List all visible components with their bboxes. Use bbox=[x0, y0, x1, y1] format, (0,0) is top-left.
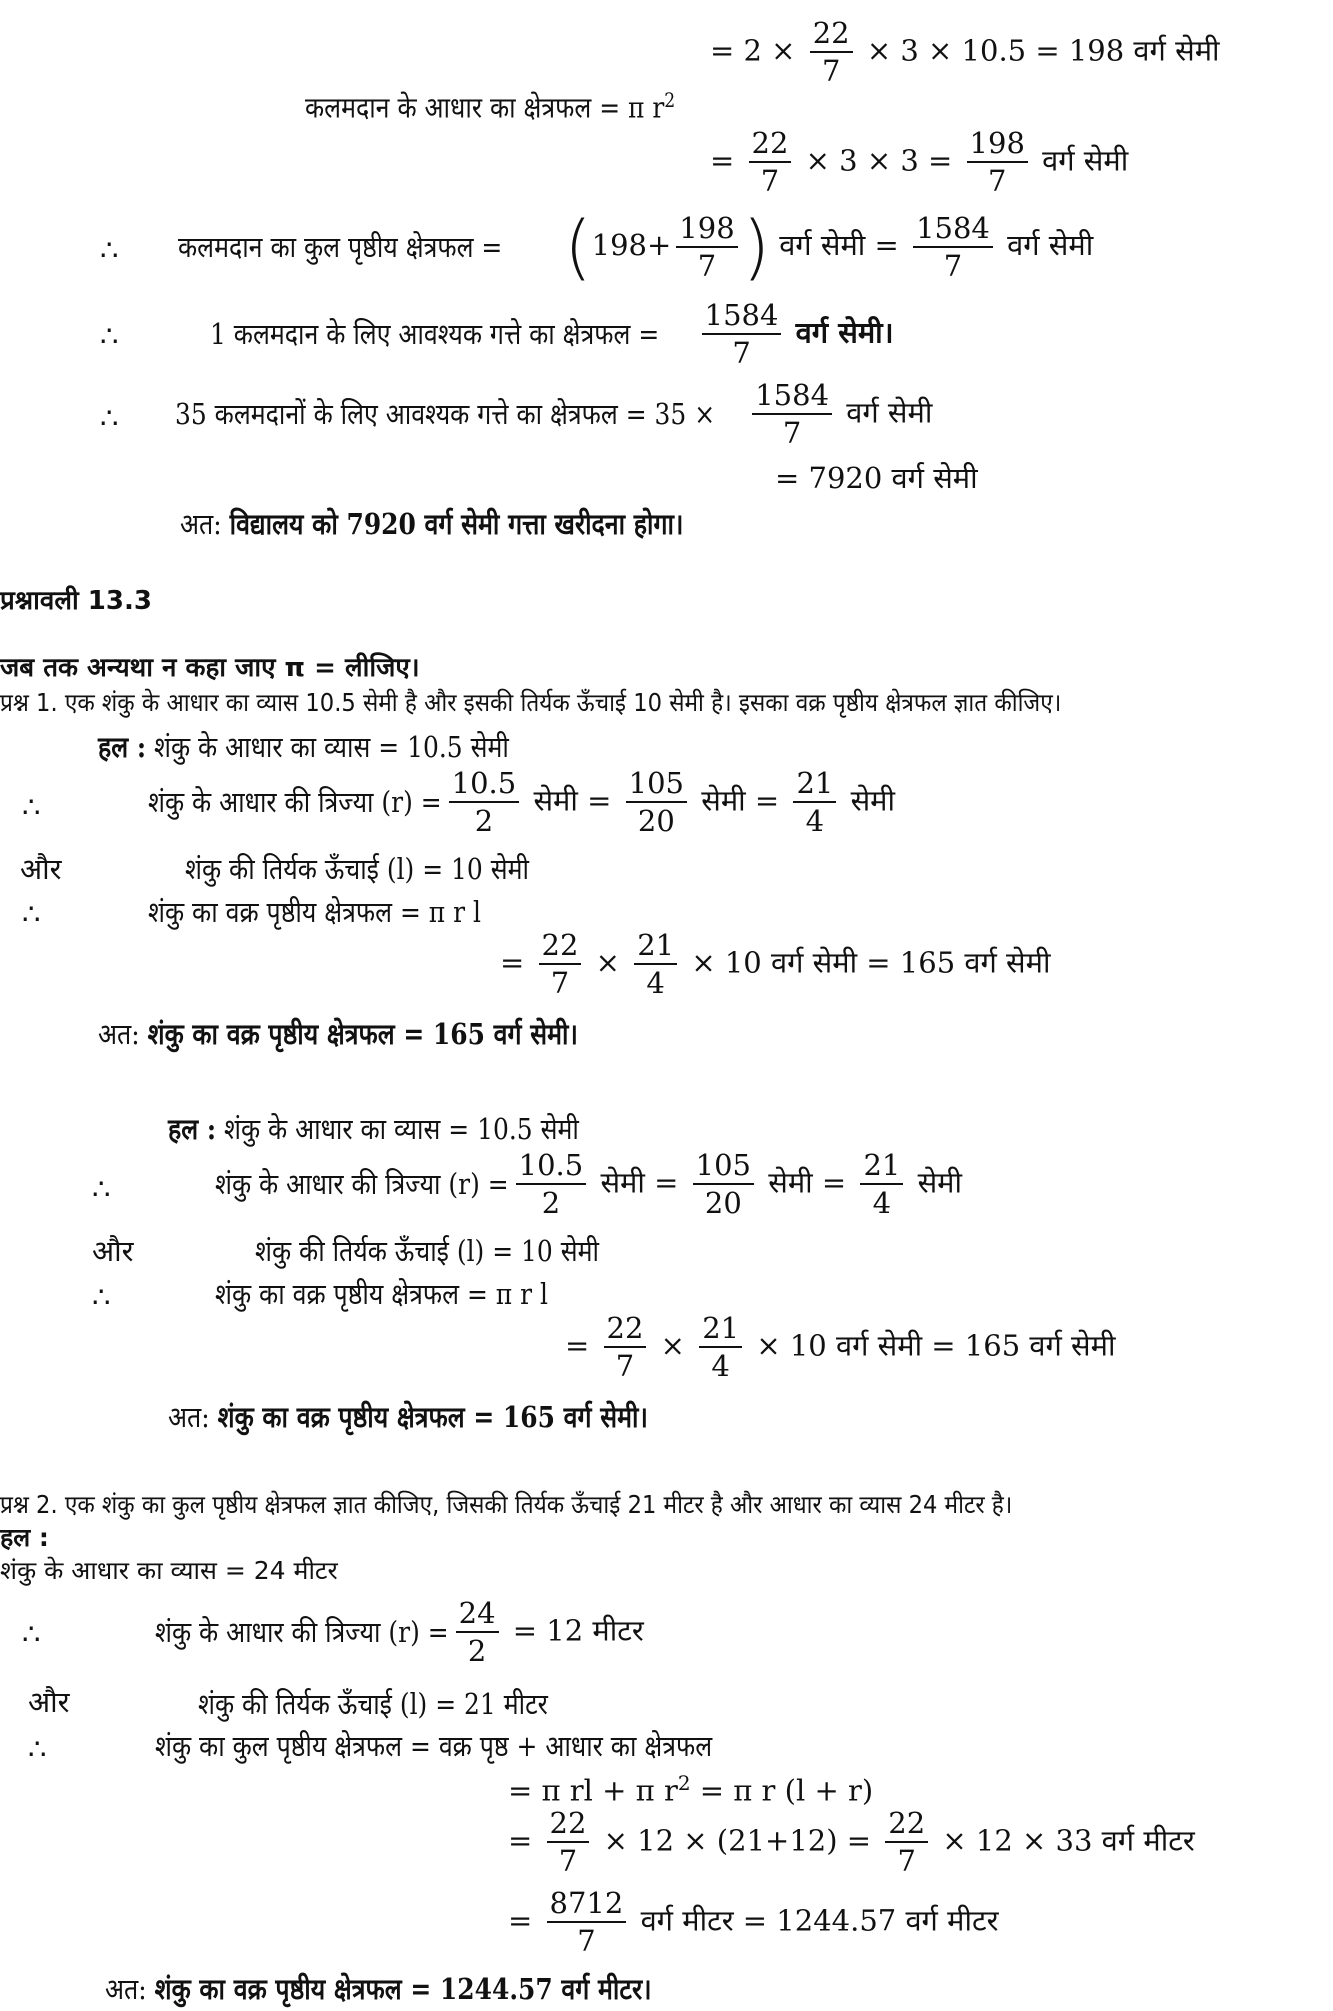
fraction: $\frac{22}{7}$ bbox=[604, 1313, 647, 1382]
q2-tsa-expand: = π rl + π $r^2 = \pi$ r (l + r) bbox=[508, 1771, 874, 1808]
eq-line-2: कलमदान के आधार का क्षेत्रफल = π $r^2$ bbox=[305, 88, 676, 125]
therefore-symbol: ∴ bbox=[100, 233, 119, 267]
instruction: जब तक अन्यथा न कहा जाए π = लीजिए। bbox=[0, 653, 420, 683]
q1-radius-line-dup: शंकु के आधार की त्रिज्या (r) = $\frac{10.5}{2}$ सेमी = $\frac{105}{20}$ सेमी = $\frac{21}{4}$ सेमी bbox=[215, 1148, 963, 1221]
question-2: प्रश्न 2. एक शंकु का कुल पृष्ठीय क्षेत्रफल ज्ञात कीजिए, जिसकी तिर्यक ऊँचाई 21 मीटर है और आधार का व्यास 24 मीटर है। bbox=[0, 1490, 1013, 1519]
q2-diameter: शंकु के आधार का व्यास = 24 मीटर bbox=[0, 1556, 338, 1585]
exercise-title: प्रश्नावली 13.3 bbox=[0, 586, 152, 616]
fraction: $\frac{22}{7}$ bbox=[810, 18, 853, 87]
fraction: $\frac{22}{7}$ bbox=[885, 1808, 928, 1877]
fraction: $\frac{21}{4}$ bbox=[634, 930, 677, 999]
therefore-symbol: ∴ bbox=[22, 790, 41, 824]
q2-slant-line: शंकु की तिर्यक ऊँचाई (l) = 21 मीटर bbox=[198, 1687, 548, 1721]
fraction: $\frac{8712}{7}$ bbox=[547, 1888, 627, 1957]
fraction: $\frac{1584}{7}$ bbox=[913, 213, 993, 282]
eq-line-5: 1 कलमदान के लिए आवश्यक गत्ते का क्षेत्रफल = $\frac{1584}{7}$ वर्ग सेमी। bbox=[210, 298, 894, 371]
fraction: $\frac{22}{7}$ bbox=[749, 128, 792, 197]
q1-csa-formula-dup: शंकु का वक्र पृष्ठीय क्षेत्रफल = π r l bbox=[215, 1277, 548, 1311]
fraction: $\frac{21}{4}$ bbox=[793, 768, 836, 837]
q1-csa-calc: = $\frac{22}{7}$ × $\frac{21}{4}$ × 10 वर्ग सेमी = 165 वर्ग सेमी bbox=[500, 928, 1051, 1001]
q1-slant-line-dup: शंकु की तिर्यक ऊँचाई (l) = 10 सेमी bbox=[255, 1234, 599, 1268]
fraction: $\frac{198}{7}$ bbox=[676, 213, 737, 282]
q2-conclusion: अत: शंकु का वक्र पृष्ठीय क्षेत्रफल = 1244.57 वर्ग मीटर। bbox=[105, 1972, 652, 2006]
and-label: और bbox=[28, 1685, 70, 1719]
therefore-symbol: ∴ bbox=[28, 1732, 47, 1766]
fraction: $\frac{10.5}{2}$ bbox=[449, 768, 520, 837]
eq-line-6: 35 कलमदानों के लिए आवश्यक गत्ते का क्षेत्रफल = 35 × $\frac{1584}{7}$ वर्ग सेमी bbox=[175, 378, 933, 451]
q2-tsa-calc: = $\frac{22}{7}$ × 12 × (21+12) = $\frac{22}{7}$ × 12 × 33 वर्ग मीटर bbox=[508, 1806, 1195, 1879]
therefore-symbol: ∴ bbox=[92, 1280, 111, 1314]
eq-line-3: = $\frac{22}{7}$ × 3 × 3 = $\frac{198}{7}$ वर्ग सेमी bbox=[710, 126, 1129, 199]
fraction: $\frac{105}{20}$ bbox=[693, 1150, 754, 1219]
fraction: $\frac{22}{7}$ bbox=[547, 1808, 590, 1877]
eq-line-4: कलमदान का कुल पृष्ठीय क्षेत्रफल = (198+ $\frac{198}{7}$ ) वर्ग सेमी = $\frac{1584}{7}$ वर्ग सेमी bbox=[178, 206, 1094, 288]
q1-csa-formula: शंकु का वक्र पृष्ठीय क्षेत्रफल = π r l bbox=[148, 895, 481, 929]
and-label: और bbox=[92, 1234, 134, 1268]
therefore-symbol: ∴ bbox=[100, 319, 119, 353]
eq-line-7: = 7920 वर्ग सेमी bbox=[775, 461, 978, 495]
q1-conclusion-dup: अत: शंकु का वक्र पृष्ठीय क्षेत्रफल = 165 वर्ग सेमी। bbox=[168, 1400, 648, 1434]
fraction: $\frac{21}{4}$ bbox=[860, 1150, 903, 1219]
q1-csa-calc-dup: = $\frac{22}{7}$ × $\frac{21}{4}$ × 10 वर्ग सेमी = 165 वर्ग सेमी bbox=[565, 1311, 1116, 1384]
q1-solution-line-1-dup: हल : शंकु के आधार का व्यास = 10.5 सेमी bbox=[168, 1112, 579, 1146]
fraction: $\frac{1584}{7}$ bbox=[702, 300, 782, 369]
fraction: $\frac{21}{4}$ bbox=[699, 1313, 742, 1382]
and-label: और bbox=[20, 852, 62, 886]
question-1: प्रश्न 1. एक शंकु के आधार का व्यास 10.5 सेमी है और इसकी तिर्यक ऊँचाई 10 सेमी है। इसका वक्र पृष्ठीय क्षेत्रफल ज्ञात कीजिए। bbox=[0, 688, 1062, 717]
fraction: $\frac{105}{20}$ bbox=[626, 768, 687, 837]
q1-slant-line: शंकु की तिर्यक ऊँचाई (l) = 10 सेमी bbox=[185, 852, 529, 886]
q2-radius-line: शंकु के आधार की त्रिज्या (r) = $\frac{24}{2}$ = 12 मीटर bbox=[155, 1596, 644, 1669]
q2-tsa-result: = $\frac{8712}{7}$ वर्ग मीटर = 1244.57 वर्ग मीटर bbox=[508, 1886, 999, 1959]
therefore-symbol: ∴ bbox=[22, 897, 41, 931]
fraction: $\frac{22}{7}$ bbox=[539, 930, 582, 999]
conclusion-line: अत: विद्यालय को 7920 वर्ग सेमी गत्ता खरीदना होगा। bbox=[180, 507, 684, 541]
fraction: $\frac{198}{7}$ bbox=[967, 128, 1028, 197]
therefore-symbol: ∴ bbox=[100, 401, 119, 435]
q2-tsa-formula: शंकु का कुल पृष्ठीय क्षेत्रफल = वक्र पृष्ठ + आधार का क्षेत्रफल bbox=[155, 1729, 713, 1763]
q2-solution-label: हल : bbox=[0, 1523, 49, 1552]
therefore-symbol: ∴ bbox=[22, 1617, 41, 1651]
fraction: $\frac{10.5}{2}$ bbox=[516, 1150, 587, 1219]
therefore-symbol: ∴ bbox=[92, 1172, 111, 1206]
fraction: $\frac{1584}{7}$ bbox=[752, 380, 832, 449]
fraction: $\frac{24}{2}$ bbox=[456, 1598, 499, 1667]
q1-conclusion: अत: शंकु का वक्र पृष्ठीय क्षेत्रफल = 165 वर्ग सेमी। bbox=[98, 1017, 578, 1051]
q1-solution-line-1: हल : शंकु के आधार का व्यास = 10.5 सेमी bbox=[98, 730, 509, 764]
q1-radius-line: शंकु के आधार की त्रिज्या (r) = $\frac{10.5}{2}$ सेमी = $\frac{105}{20}$ सेमी = $\frac{21}{4}$ सेमी bbox=[148, 766, 896, 839]
eq-line-1: = 2 × $\frac{22}{7}$ × 3 × 10.5 = 198 वर्ग सेमी bbox=[710, 16, 1220, 89]
